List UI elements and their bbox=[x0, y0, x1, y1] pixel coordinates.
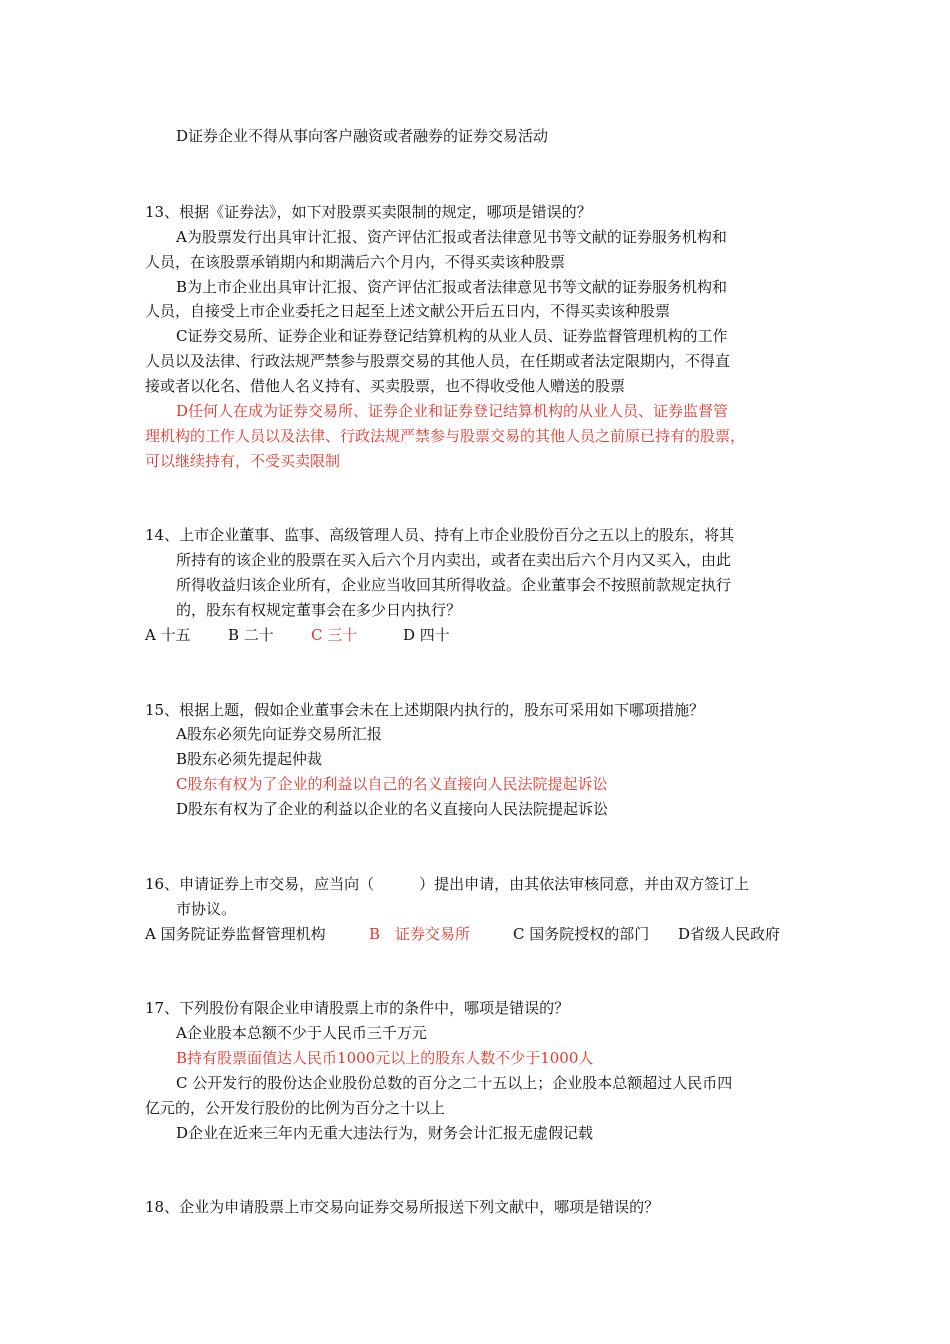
question-17-option-d: D企业在近来三年内无重大违法行为，财务会计汇报无虚假记载 bbox=[176, 1124, 594, 1142]
question-17-option-b-answer: B持有股票面值达人民币1000元以上的股东人数不少于1000人 bbox=[176, 1049, 594, 1067]
question-16-text: 16、申请证券上市交易，应当向（ ）提出申请，由其依法审核同意，并由双方签订上 bbox=[145, 875, 750, 893]
option-d-q12: D证券企业不得从事向客户融资或者融券的证券交易活动 bbox=[176, 127, 549, 145]
question-14-text: 14、上市企业董事、监事、高级管理人员、持有上市企业股份百分之五以上的股东，将其 bbox=[145, 526, 735, 544]
question-17-option-c: C 公开发行的股份达企业股份总数的百分之二十五以上；企业股本总额超过人民币四 bbox=[176, 1074, 733, 1092]
question-13-text: 13、根据《证券法》，如下对股票买卖限制的规定，哪项是错误的？ bbox=[145, 203, 592, 221]
question-14-text-cont2: 所得收益归该企业所有，企业应当收回其所得收益。企业董事会不按照前款规定执行 bbox=[176, 576, 732, 594]
question-16-option-b-answer: B 证券交易所 bbox=[369, 925, 471, 943]
question-13-option-d-answer-cont1: 理机构的工作人员以及法律、行政法规严禁参与股票交易的其他人员之前原已持有的股票， bbox=[145, 427, 746, 445]
question-15-option-b: B股东必须先提起仲裁 bbox=[176, 750, 323, 768]
question-14-text-cont3: 的，股东有权规定董事会在多少日内执行？ bbox=[176, 601, 462, 619]
question-15-option-c-answer: C股东有权为了企业的利益以自己的名义直接向人民法院提起诉讼 bbox=[176, 775, 608, 793]
question-14-option-d: D 四十 bbox=[403, 626, 450, 644]
question-13-option-b-cont: 人员，自接受上市企业委托之日起至上述文献公开后五日内，不得买卖该种股票 bbox=[145, 302, 671, 320]
question-16-option-c: C 国务院授权的部门 bbox=[513, 925, 650, 943]
question-13-option-a-cont: 人员，在该股票承销期内和期满后六个月内，不得买卖该种股票 bbox=[145, 253, 566, 271]
question-16-text-cont: 市协议。 bbox=[176, 900, 237, 918]
question-13-option-d-answer-cont2: 可以继续持有，不受买卖限制 bbox=[145, 452, 341, 470]
question-15-option-a: A股东必须先向证券交易所汇报 bbox=[176, 725, 382, 743]
question-13-option-c: C证券交易所、证券企业和证券登记结算机构的从业人员、证券监督管理机构的工作 bbox=[176, 327, 728, 345]
question-13-option-c-cont1: 人员以及法律、行政法规严禁参与股票交易的其他人员，在任期或者法定限期内，不得直 bbox=[145, 352, 731, 370]
question-16-option-d: D省级人民政府 bbox=[678, 925, 781, 943]
question-17-option-c-cont: 亿元的，公开发行股份的比例为百分之十以上 bbox=[145, 1099, 446, 1117]
question-14-option-a: A 十五 bbox=[145, 626, 191, 644]
question-14-option-c-answer: C 三十 bbox=[311, 626, 358, 644]
question-18-text: 18、企业为申请股票上市交易向证券交易所报送下列文献中，哪项是错误的？ bbox=[145, 1198, 660, 1216]
question-15-option-d: D股东有权为了企业的利益以企业的名义直接向人民法院提起诉讼 bbox=[176, 800, 609, 818]
question-14-text-cont1: 所持有的该企业的股票在买入后六个月内卖出，或者在卖出后六个月内又买入，由此 bbox=[176, 551, 732, 569]
question-17-text: 17、下列股份有限企业申请股票上市的条件中，哪项是错误的？ bbox=[145, 999, 570, 1017]
question-13-option-c-cont2: 接或者以化名、借他人名义持有、买卖股票，也不得收受他人赠送的股票 bbox=[145, 377, 626, 395]
question-14-option-b: B 二十 bbox=[228, 626, 274, 644]
question-13-option-d-answer: D任何人在成为证券交易所、证券企业和证券登记结算机构的从业人员、证券监督管 bbox=[176, 402, 729, 420]
question-13-option-b: B为上市企业出具审计汇报、资产评估汇报或者法律意见书等文献的证券服务机构和 bbox=[176, 278, 728, 296]
question-13-option-a: A为股票发行出具审计汇报、资产评估汇报或者法律意见书等文献的证券服务机构和 bbox=[176, 228, 727, 246]
question-17-option-a: A企业股本总额不少于人民币三千万元 bbox=[176, 1024, 427, 1042]
question-15-text: 15、根据上题，假如企业董事会未在上述期限内执行的，股东可采用如下哪项措施？ bbox=[145, 701, 705, 719]
question-16-option-a: A 国务院证券监督管理机构 bbox=[145, 925, 326, 943]
